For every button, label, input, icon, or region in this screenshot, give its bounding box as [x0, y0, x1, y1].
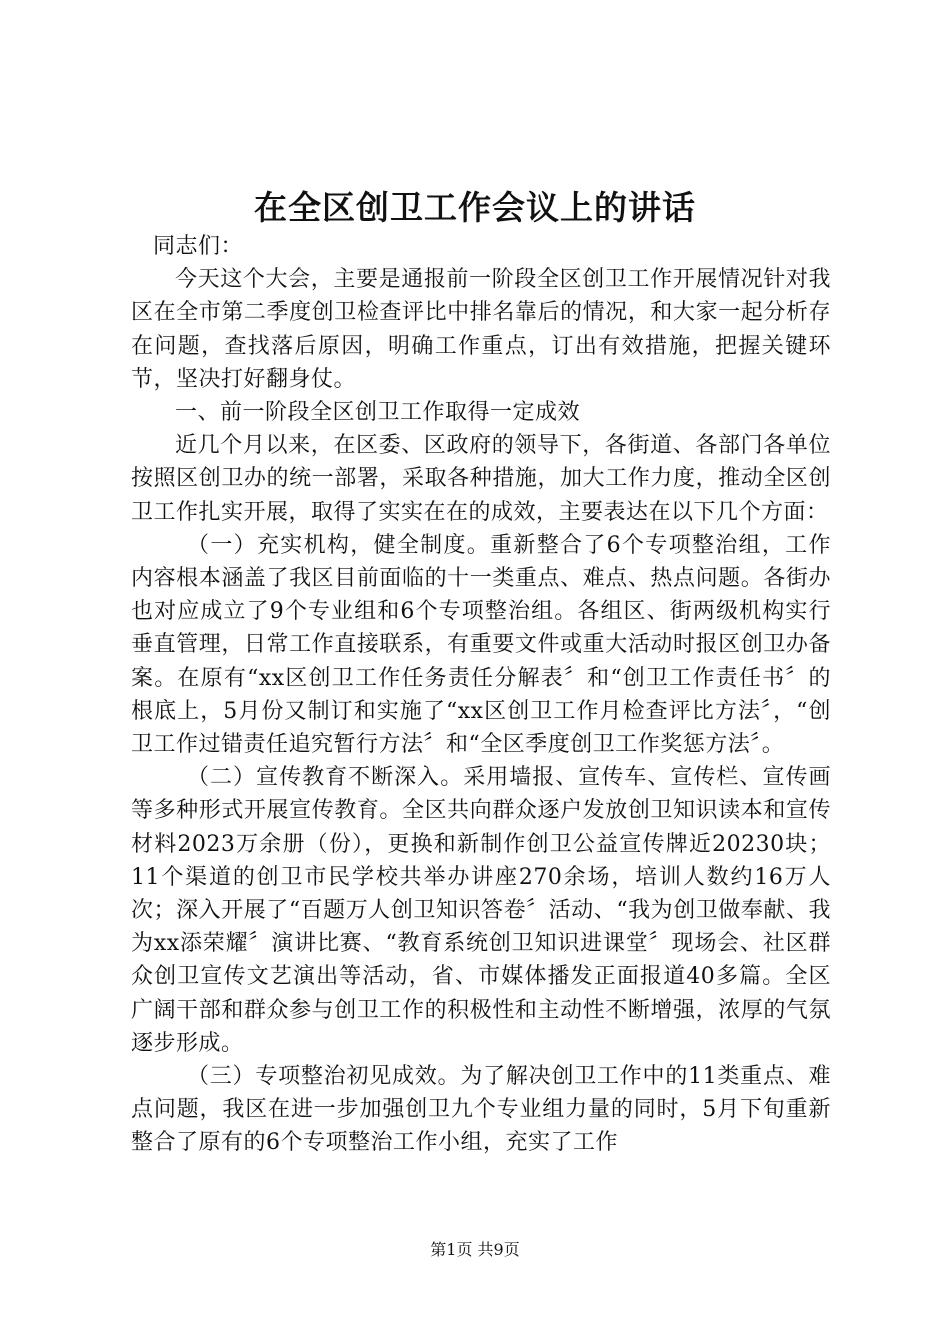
document-title: 在全区创卫工作会议上的讲话: [254, 188, 696, 227]
section-heading-1: 一、前一阶段全区创卫工作取得一定成效: [175, 400, 581, 426]
paragraph-item-3: （三）专项整治初见成效。为了解决创卫工作中的11类重点、难点问题，我区在进一步加强创卫九个专业组力量的同时，5月下旬重新整合了原有的6个专项整治工作小组，充实了工作: [131, 1064, 831, 1156]
paragraph-intro: 今天这个大会，主要是通报前一阶段全区创卫工作开展情况针对我区在全市第二季度创卫检查评比中排名靠后的情况，和大家一起分析存在问题，查找落后原因，明确工作重点，订出有效措施，把握关键环节，坚决打好翻身仗。: [131, 267, 831, 392]
paragraph-summary: 近几个月以来，在区委、区政府的领导下，各街道、各部门各单位按照区创卫办的统一部署，采取各种措施，加大工作力度，推动全区创卫工作扎实开展，取得了实实在在的成效，主要表达在以下几个方面：: [131, 433, 831, 525]
document-body: [131, 230, 831, 1160]
paragraph-item-1: （一）充实机构，健全制度。重新整合了6个专项整治组，工作内容根本涵盖了我区目前面临的十一类重点、难点、热点问题。各街办也对应成立了9个专业组和6个专项整治组。各组区、街两级机构实行垂直管理，日常工作直接联系，有重要文件或重大活动时报区创卫办备案。在原有“xx区创卫工作任务责任分解表〞和“创卫工作责任书〞的根底上，5月份又制订和实施了“xx区创卫工作月检查评比方法〞，“创卫工作过错责任追究暂行方法〞和“全区季度创卫工作奖惩方法〞。: [131, 532, 831, 758]
paragraph-item-2: （二）宣传教育不断深入。采用墙报、宣传车、宣传栏、宣传画等多种形式开展宣传教育。全区共向群众逐户发放创卫知识读本和宣传材料2023万余册（份），更换和新制作创卫公益宣传牌近20230块；11个渠道的创卫市民学校共举办讲座270余场，培训人数约16万人次；深入开展了“百题万人创卫知识答卷〞活动、“我为创卫做奉献、我为xx添荣耀〞演讲比赛、“教育系统创卫知识进课堂〞现场会、社区群众创卫宣传文艺演出等活动，省、市媒体播发正面报道40多篇。全区广阔干部和群众参与创卫工作的积极性和主动性不断增强，浓厚的气氛逐步形成。: [131, 765, 831, 1056]
page-number-footer: 第1页 共9页: [430, 1240, 520, 1259]
greeting: 同志们：: [153, 234, 244, 259]
